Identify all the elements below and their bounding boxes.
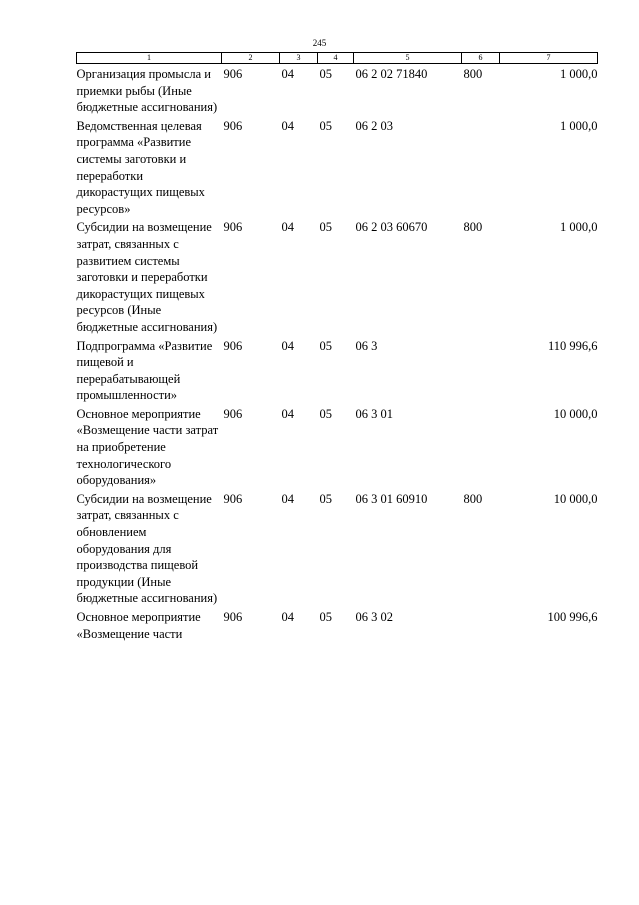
row-name: Подпрограмма «Развитие пищевой и перерабатывающей промышленности» (76, 338, 213, 403)
row-name: Основное мероприятие «Возмещение части (76, 610, 201, 641)
table-row (77, 489, 598, 607)
budget-table (76, 52, 598, 642)
row-amount: 110 996,6 (547, 338, 598, 353)
row-amount: 1 000,0 (560, 67, 598, 81)
row-target-article: 06 3 (355, 338, 378, 353)
row-ministry-code: 906 (223, 610, 243, 624)
row-section: 04 (281, 406, 294, 421)
row-expense-type (462, 116, 500, 218)
row-subsection: 05 (319, 610, 332, 624)
row-subsection: 05 (319, 118, 332, 133)
column-header-5: 5 (354, 53, 462, 64)
row-amount: 10 000,0 (553, 491, 598, 506)
row-ministry-code: 906 (223, 491, 243, 506)
column-header-7: 7 (500, 53, 598, 64)
row-name: Ведомственная целевая программа «Развитие системы заготовки и переработки дикорастущих пищевых ресурсов» (76, 118, 205, 216)
row-section: 04 (281, 220, 294, 235)
row-expense-type (462, 607, 500, 642)
table-row (77, 404, 598, 489)
row-name: Основное мероприятие «Возмещение части затрат на приобретение технологического оборудования» (76, 406, 219, 488)
row-section: 04 (281, 338, 294, 353)
row-amount: 1 000,0 (560, 220, 598, 235)
page-number: 245 (312, 38, 327, 48)
column-header-3: 3 (280, 53, 318, 64)
column-header-4: 4 (318, 53, 354, 64)
table-row (77, 217, 598, 335)
row-ministry-code: 906 (223, 220, 243, 235)
row-ministry-code: 906 (223, 118, 243, 133)
row-subsection: 05 (319, 491, 332, 506)
row-amount: 10 000,0 (553, 406, 598, 421)
row-subsection: 05 (319, 338, 332, 353)
row-section: 04 (281, 491, 294, 506)
column-header-6: 6 (462, 53, 500, 64)
row-expense-type: 800 (463, 67, 483, 81)
row-target-article: 06 3 01 60910 (355, 491, 428, 506)
row-target-article: 06 2 03 60670 (355, 220, 428, 235)
row-expense-type (462, 404, 500, 489)
row-name: Субсидии на возмещение затрат, связанных с развитием системы заготовки и переработки дикорастущих пищевых ресурсов (Иные бюджетные ассигнования) (76, 220, 218, 334)
row-target-article: 06 2 03 (355, 118, 393, 133)
row-subsection: 05 (319, 220, 332, 235)
table-row (77, 64, 598, 116)
row-target-article: 06 3 01 (355, 406, 393, 421)
column-number-header (77, 53, 598, 64)
row-subsection: 05 (319, 406, 332, 421)
row-amount: 1 000,0 (560, 118, 598, 133)
table-row (77, 116, 598, 218)
row-ministry-code: 906 (223, 406, 243, 421)
row-section: 04 (281, 118, 294, 133)
row-target-article: 06 2 02 71840 (355, 67, 428, 81)
row-subsection: 05 (319, 67, 332, 81)
row-section: 04 (281, 67, 294, 81)
row-expense-type: 800 (463, 220, 483, 235)
row-expense-type: 800 (463, 491, 483, 506)
row-ministry-code: 906 (223, 67, 243, 81)
column-header-2: 2 (222, 53, 280, 64)
table-row (77, 336, 598, 404)
table-row (77, 607, 598, 642)
row-section: 04 (281, 610, 294, 624)
row-expense-type (462, 336, 500, 404)
row-name: Субсидии на возмещение затрат, связанных с обновлением оборудования для производства пищевой продукции (Иные бюджетные ассигнования) (76, 491, 218, 606)
row-target-article: 06 3 02 (355, 610, 393, 624)
row-amount: 100 996,6 (547, 610, 598, 624)
column-header-1: 1 (77, 53, 222, 64)
row-name: Организация промысла и приемки рыбы (Иные бюджетные ассигнования) (76, 67, 218, 115)
row-ministry-code: 906 (223, 338, 243, 353)
